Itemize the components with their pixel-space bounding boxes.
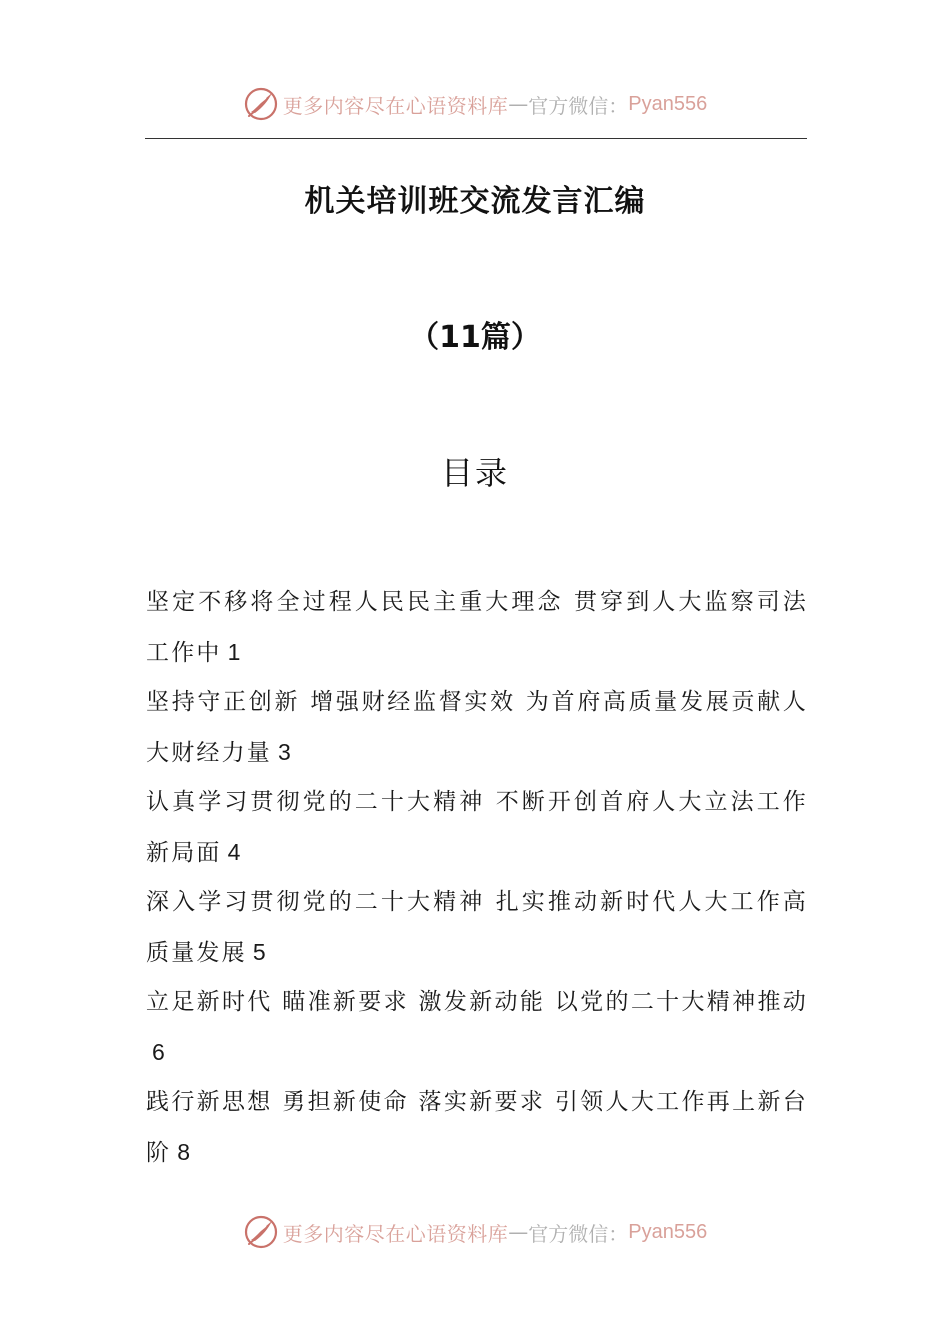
toc-entry-title: 坚持守正创新 增强财经监督实效 为首府高质量发展贡献人大财经力量 bbox=[146, 689, 808, 766]
quill-logo-icon bbox=[243, 86, 279, 122]
header-divider bbox=[145, 138, 807, 139]
watermark-wechat-id: Pyan556 bbox=[628, 92, 708, 115]
watermark-label: 官方微信： bbox=[528, 1221, 629, 1246]
toc-entry-page: 6 bbox=[152, 1038, 165, 1065]
watermark-label: 官方微信： bbox=[528, 93, 629, 118]
toc-entry-title: 践行新思想 勇担新使命 落实新要求 引领人大工作再上新台阶 bbox=[146, 1089, 808, 1166]
toc-entry-page: 1 bbox=[227, 638, 241, 665]
toc-entry-title: 认真学习贯彻党的二十大精神 不断开创首府人大立法工作新局面 bbox=[146, 789, 808, 866]
toc-entry[interactable] bbox=[146, 678, 808, 778]
document-count: （11篇） bbox=[409, 320, 541, 355]
toc-entry[interactable] bbox=[146, 978, 808, 1078]
toc-entry[interactable] bbox=[146, 578, 808, 678]
toc-entry-page: 4 bbox=[227, 838, 241, 865]
watermark-separator: — bbox=[508, 92, 529, 116]
toc-entry-title: 深入学习贯彻党的二十大精神 扎实推动新时代人大工作高质量发展 bbox=[146, 889, 808, 966]
toc-entry[interactable] bbox=[146, 878, 808, 978]
toc-entry-page: 3 bbox=[278, 738, 291, 765]
watermark-separator: — bbox=[508, 1220, 529, 1244]
footer-watermark bbox=[0, 1212, 950, 1252]
toc-heading: 目录 bbox=[440, 454, 509, 492]
watermark-brand-text: 更多内容尽在心语资料库 bbox=[282, 93, 509, 118]
toc-entry-title: 坚定不移将全过程人民民主重大理念 贯穿到人大监察司法工作中 bbox=[146, 589, 808, 666]
table-of-contents bbox=[146, 578, 808, 1178]
toc-entry-page: 8 bbox=[177, 1138, 190, 1165]
quill-logo-icon bbox=[243, 1214, 279, 1250]
document-title: 机关培训班交流发言汇编 bbox=[304, 184, 646, 219]
toc-entry[interactable] bbox=[146, 778, 808, 878]
toc-entry-page: 5 bbox=[252, 938, 266, 965]
header-watermark bbox=[0, 84, 950, 124]
toc-entry[interactable] bbox=[146, 1078, 808, 1178]
watermark-wechat-id: Pyan556 bbox=[628, 1220, 708, 1243]
toc-entry-title: 立足新时代 瞄准新要求 激发新动能 以党的二十大精神推动 bbox=[146, 989, 808, 1015]
watermark-brand-text: 更多内容尽在心语资料库 bbox=[282, 1221, 509, 1246]
